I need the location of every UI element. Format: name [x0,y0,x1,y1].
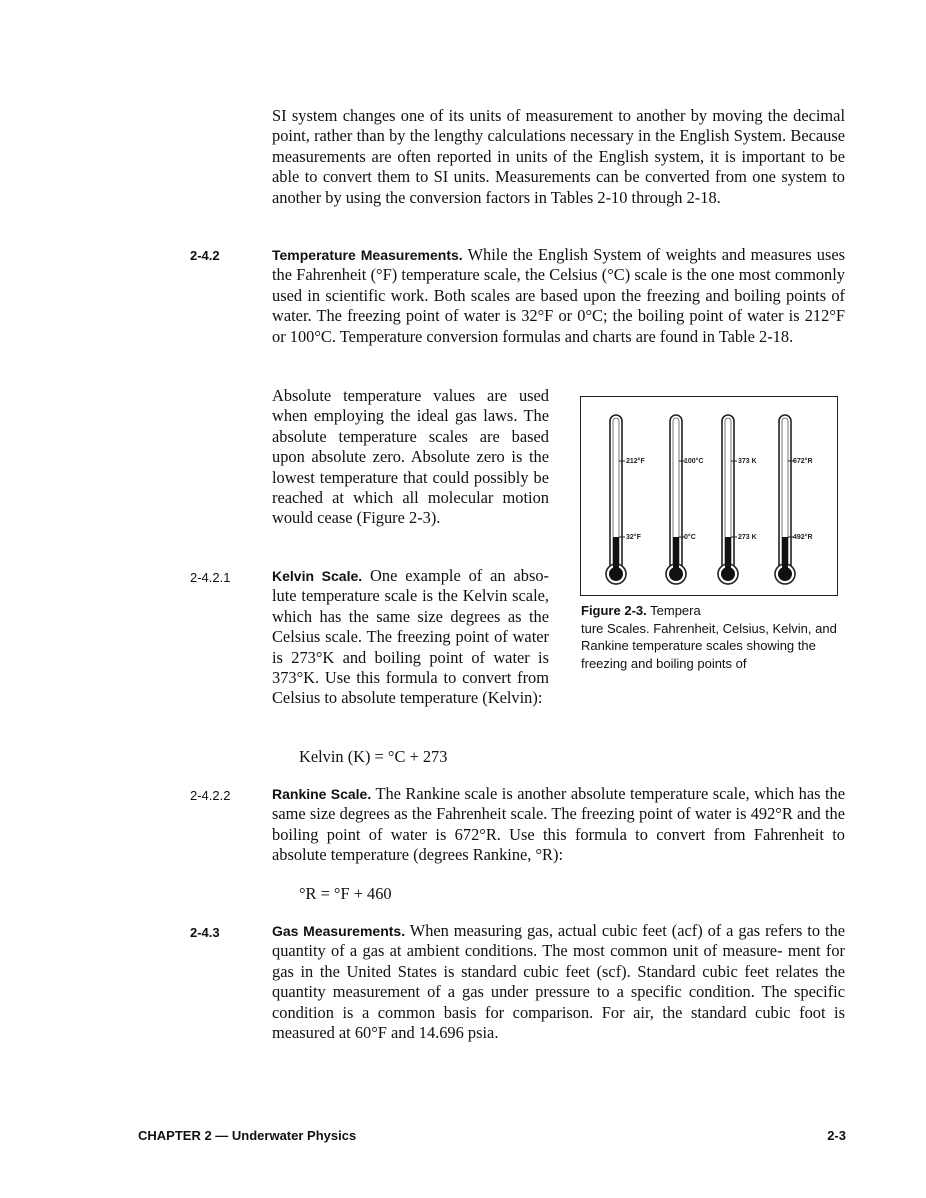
label-0c: 0°C [684,534,696,541]
label-273k: 273 K [738,534,757,541]
gas-text: When measuring gas, actual cubic feet (acf) of a gas refers to the quantity of a gas at ambient conditions. The most common unit of measure- ment for gas in the United States is standard cubic feet (scf). Standard cubic feet relates the quantity measurement of a gas under pressure to a specific condition. The specific condition is a common basis for comparison. For air, the standard cubic foot is measured at 60°F and 14.696 psia. [272,921,845,1043]
label-212f: 212°F [626,458,645,465]
figure-caption-line1: Tempera [650,603,701,618]
label-32f: 32°F [626,534,641,541]
section-number-2-4-2-1: 2-4.2.1 [190,570,231,585]
kelvin-paragraph [272,566,549,709]
section-number-2-4-2-2: 2-4.2.2 [190,788,231,803]
figure-caption-rest: ture Scales. Fahrenheit, Celsius, Kelvin, and Rankine temperature scales showing the freezing and boiling points of [581,620,837,671]
label-373k: 373 K [738,458,757,465]
label-492r: 492°R [793,534,813,541]
label-100c: 100°C [684,458,704,465]
gas-paragraph [272,921,845,1043]
section-heading-kelvin: Kelvin Scale. [272,568,363,584]
kelvin-formula: Kelvin (K) = °C + 273 [299,747,448,766]
thermometer-celsius [666,415,686,584]
rankine-formula: °R = °F + 460 [299,884,392,903]
section-number-2-4-2: 2-4.2 [190,248,220,263]
thermometer-kelvin [718,415,738,584]
figure-label: Figure 2-3. [581,603,647,618]
footer-page-number: 2-3 [827,1128,846,1143]
section-number-2-4-3: 2-4.3 [190,925,220,940]
rankine-paragraph [272,784,845,866]
figure-thermometers [580,396,838,596]
section-2-4-2-paragraph [272,245,845,347]
section-heading-temperature: Temperature Measurements. [272,247,463,263]
kelvin-text: One example of an abso- lute temperature scale is the Kelvin scale, which has the same size degrees as the Celsius scale. The freezing point of water is 273°K and boiling point of water is 373°K. Use this formula to convert from Celsius to absolute temperature (Kelvin): [272,566,549,708]
section-heading-rankine: Rankine Scale. [272,786,372,802]
label-672r: 672°R [793,458,813,465]
section-2-4-2-text: While the English System of weights and measures uses the Fahrenheit (°F) temperature scale, the Celsius (°C) scale is the one most commonly used in scientific work. Both scales are based upon the freezing and boiling points of water. The freezing point of water is 32°F or 0°C; the boiling point of water is 212°F or 100°C. Temperature conversion formulas and charts are found in Table 2-18. [272,245,845,346]
footer-chapter: CHAPTER 2 — Underwater Physics [138,1128,357,1143]
figure-caption [581,602,843,672]
thermometer-illustration [581,397,836,594]
thermometer-fahrenheit [606,415,626,584]
section-heading-gas: Gas Measurements. [272,923,406,939]
rankine-text: The Rankine scale is another absolute temperature scale, which has the same size degrees as the Fahrenheit scale. The freezing point of water is 492°R and the boiling point of water is 672°R. Use this formula to convert from Fahrenheit to absolute temperature (degrees Rankine, °R): [272,784,845,865]
thermometer-rankine [775,415,795,584]
absolute-temperature-paragraph: Absolute temperature values are used when employing the ideal gas laws. The absolute temperature scales are based upon absolute zero. Absolute zero is the lowest temperature that could possibly be reached at which all molecular motion would cease (Figure 2-3). [272,386,549,528]
intro-paragraph: SI system changes one of its units of measurement to another by moving the decimal point, rather than by the lengthy calculations necessary in the English System. Because measurements are often reported in units of the English system, it is important to be able to convert them to SI units. Measurements can be converted from one system to another by using the conversion factors in Tables 2-10 through 2-18. [272,106,845,207]
